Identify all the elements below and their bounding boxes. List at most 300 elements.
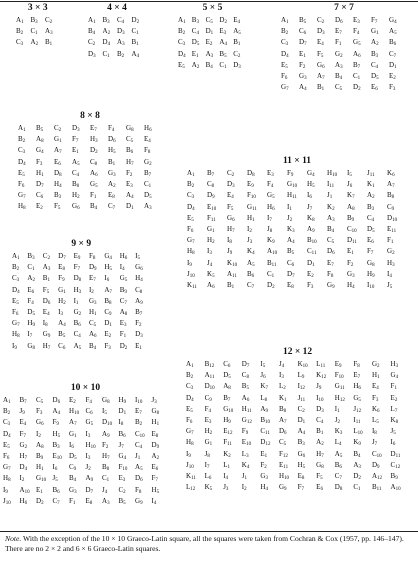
- square-cell: $D_5$: [367, 225, 375, 235]
- square-cell: $G_5$: [119, 274, 128, 284]
- square-cell: $B_5$: [287, 247, 295, 257]
- square-cell: $J_2$: [287, 213, 293, 223]
- square-cell: $E_2$: [69, 396, 76, 406]
- square-title: 11 × 11: [282, 156, 312, 166]
- square-cell: $B_2$: [12, 263, 20, 273]
- square-cell: $A_3$: [353, 460, 361, 470]
- square-row: [281, 15, 407, 26]
- square-cell: $F_9$: [58, 274, 65, 284]
- square-cell: $E_5$: [178, 60, 185, 70]
- square-row: [18, 201, 162, 212]
- square-cell: $B_8$: [72, 180, 80, 190]
- square-cell: $A_3$: [205, 49, 214, 59]
- square-cell: $D_2$: [119, 341, 128, 351]
- square-cell: $D_7$: [58, 252, 66, 262]
- square-cell: $H_1$: [36, 168, 44, 178]
- square-cell: $I_9$: [3, 485, 8, 495]
- square-cell: $E_{11}$: [387, 225, 397, 235]
- square-cell: $I_1$: [287, 202, 292, 212]
- square-cell: $J_4$: [102, 485, 108, 495]
- square-cell: $C_2$: [118, 485, 126, 495]
- square-cell: $C_3$: [16, 38, 24, 48]
- square-cell: $J_{12}$: [353, 404, 362, 414]
- square-cell: $C_7$: [119, 296, 127, 306]
- square-cell: $G_7$: [281, 83, 289, 93]
- square-cell: $D_3$: [227, 180, 235, 190]
- square-cell: $J_9$: [19, 407, 25, 417]
- square-cell: $L_7$: [390, 404, 398, 414]
- square-cell: $J_8$: [267, 225, 273, 235]
- square-cell: $H_{11}$: [241, 404, 252, 414]
- square-cell: $K_{11}$: [186, 471, 196, 481]
- square-cell: $B_5$: [299, 16, 307, 26]
- square-row: [186, 381, 409, 392]
- square-cell: $L_6$: [204, 471, 212, 481]
- square-cell: $C_7$: [334, 471, 342, 481]
- square-row: [187, 190, 407, 201]
- square-cell: $D_3$: [135, 330, 143, 340]
- square-cell: $H_3$: [390, 360, 399, 370]
- square-cell: $D_1$: [104, 319, 112, 329]
- table-note: [5, 534, 417, 554]
- square-grid: [12, 251, 151, 352]
- square-cell: $I_8$: [227, 236, 232, 246]
- square-cell: $C_8$: [207, 180, 215, 190]
- square-cell: $J_2$: [334, 416, 340, 426]
- square-cell: $B_{11}$: [371, 483, 382, 493]
- square-cell: $D_1$: [297, 416, 306, 426]
- square-cell: $C_8$: [135, 285, 143, 295]
- square-cell: $C_7$: [52, 496, 60, 506]
- square-cell: $C_2$: [297, 404, 305, 414]
- square-cell: $A_6$: [353, 49, 361, 59]
- square-cell: $B_3$: [102, 16, 110, 26]
- square-cell: $F_{10}$: [247, 191, 256, 201]
- square-cell: $G_1$: [371, 27, 379, 37]
- square-cell: $B_8$: [104, 296, 112, 306]
- square-cell: $B_3$: [30, 16, 38, 26]
- square-cell: $D_8$: [54, 168, 62, 178]
- square-cell: $E_5$: [281, 60, 288, 70]
- square-row: [186, 460, 409, 471]
- square-cell: $A_2$: [191, 60, 200, 70]
- square-cell: $A_1$: [18, 124, 26, 134]
- square-cell: $G_{10}$: [36, 474, 47, 484]
- square-cell: $B_9$: [390, 471, 398, 481]
- square-cell: $E_5$: [186, 404, 193, 414]
- square-cell: $H_{12}$: [334, 393, 345, 403]
- square-cell: $F_2$: [102, 440, 109, 450]
- square-cell: $A_2$: [371, 38, 379, 48]
- note-lead: Note.: [5, 534, 22, 543]
- square-cell: $G_1$: [204, 438, 213, 448]
- square-row: [187, 202, 407, 213]
- square-cell: $C_5$: [126, 135, 134, 145]
- square-row: [18, 179, 162, 190]
- square-row: [18, 123, 162, 134]
- square-cell: $B_{10}$: [307, 236, 317, 246]
- square-cell: $G_2$: [387, 247, 395, 257]
- square-cell: $B_2$: [187, 180, 195, 190]
- square-cell: $J_3$: [223, 483, 229, 493]
- square-cell: $L_4$: [334, 438, 342, 448]
- square-row: [178, 49, 247, 60]
- square-cell: $B_5$: [241, 382, 249, 392]
- square-cell: $I_9$: [186, 449, 191, 459]
- square-cell: $H_6$: [267, 202, 275, 212]
- square-cell: $A_5$: [72, 157, 80, 167]
- square-cell: $C_1$: [102, 49, 110, 59]
- square-cell: $G_7$: [18, 191, 26, 201]
- square-row: [16, 26, 60, 37]
- square-12x12: [186, 347, 409, 493]
- square-cell: $E_3$: [204, 416, 212, 426]
- square-cell: $D_1$: [118, 407, 127, 417]
- square-cell: $E_6$: [151, 463, 159, 473]
- square-row: [88, 26, 146, 37]
- square-cell: $C_5$: [36, 396, 44, 406]
- square-cell: $I_8$: [118, 418, 124, 428]
- square-cell: $J_4$: [278, 360, 285, 370]
- square-cell: $B_2$: [135, 418, 143, 428]
- square-cell: $I_5$: [135, 252, 140, 262]
- square-cell: $B_6$: [389, 38, 397, 48]
- square-cell: $C_1$: [219, 60, 227, 70]
- square-cell: $B_4$: [335, 72, 343, 82]
- square-cell: $A_4$: [297, 427, 306, 437]
- square-cell: $E_4$: [371, 382, 379, 392]
- square-cell: $D_1$: [389, 60, 397, 70]
- square-cell: $C_1$: [102, 474, 110, 484]
- square-cell: $B_3$: [367, 202, 375, 212]
- square-row: [186, 426, 409, 437]
- square-cell: $A_4$: [52, 407, 61, 417]
- square-cell: $F_3$: [307, 280, 314, 290]
- square-cell: $C_2$: [233, 49, 241, 59]
- square-cell: $G_4$: [36, 146, 44, 156]
- square-cell: $H_9$: [223, 416, 231, 426]
- square-cell: $E_4$: [42, 308, 50, 318]
- square-cell: $F_8$: [327, 269, 334, 279]
- square-cell: $H_4$: [260, 483, 268, 493]
- square-cell: $K_8$: [390, 416, 399, 426]
- square-cell: $G_6$: [227, 213, 235, 223]
- square-row: [187, 213, 407, 224]
- square-cell: $E_7$: [335, 27, 342, 37]
- square-cell: $H_5$: [104, 263, 112, 273]
- square-cell: $K_{11}$: [187, 280, 197, 290]
- square-cell: $D_1$: [205, 27, 214, 37]
- square-cell: $B_5$: [118, 496, 126, 506]
- square-row: [186, 437, 409, 448]
- square-cell: $B_1$: [45, 38, 53, 48]
- square-cell: $F_8$: [144, 146, 151, 156]
- square-cell: $G_6$: [135, 263, 143, 273]
- square-cell: $H_9$: [27, 319, 35, 329]
- square-cell: $K_8$: [307, 213, 315, 223]
- top-rule: [0, 1, 418, 2]
- square-cell: $G_3$: [108, 168, 116, 178]
- square-cell: $B_6$: [334, 460, 342, 470]
- square-cell: $B_7$: [207, 169, 215, 179]
- square-cell: $E_4$: [317, 38, 324, 48]
- square-cell: $C_1$: [131, 27, 139, 37]
- square-title: 4 × 4: [107, 3, 127, 13]
- square-cell: $D_7$: [299, 38, 307, 48]
- square-cell: $L_5$: [371, 416, 379, 426]
- square-cell: $F_5$: [317, 49, 324, 59]
- square-cell: $F_6$: [12, 308, 19, 318]
- square-cell: $E_1$: [260, 449, 268, 459]
- square-cell: $L_2$: [278, 382, 286, 392]
- square-cell: $B_5$: [36, 124, 44, 134]
- square-cell: $H_{10}$: [69, 407, 80, 417]
- square-cell: $H_7$: [227, 225, 235, 235]
- square-cell: $F_7$: [297, 483, 304, 493]
- square-cell: $B_8$: [278, 404, 287, 414]
- square-cell: $H_9$: [118, 396, 127, 406]
- square-cell: $C_6$: [287, 258, 295, 268]
- square-cell: $H_7$: [126, 157, 134, 167]
- square-cell: $H_2$: [204, 427, 213, 437]
- square-cell: $C_9$: [204, 393, 212, 403]
- square-cell: $I_3$: [85, 452, 91, 462]
- square-cell: $H_{10}$: [85, 440, 96, 450]
- square-cell: $D_8$: [334, 483, 343, 493]
- square-cell: $H_{10}$: [327, 169, 338, 179]
- square-cell: $C_1$: [27, 263, 35, 273]
- square-cell: $H_7$: [42, 341, 51, 351]
- square-cell: $H_1$: [36, 463, 44, 473]
- square-cell: $F_7$: [73, 263, 80, 273]
- square-cell: $D_9$: [371, 460, 380, 470]
- square-cell: $B_9$: [347, 213, 355, 223]
- square-row: [12, 273, 151, 284]
- square-cell: $I_7$: [267, 213, 272, 223]
- square-cell: $I_4$: [151, 496, 157, 506]
- square-cell: $B_7$: [144, 168, 152, 178]
- square-cell: $C_4$: [73, 330, 81, 340]
- square-cell: $F_2$: [260, 460, 267, 470]
- square-cell: $E_8$: [85, 496, 93, 506]
- square-cell: $I_9$: [187, 258, 192, 268]
- square-cell: $A_9$: [260, 404, 268, 414]
- square-cell: $F_2$: [347, 258, 354, 268]
- square-row: [18, 157, 162, 168]
- square-row: [186, 449, 409, 460]
- square-row: [18, 168, 162, 179]
- square-cell: $D_5$: [223, 371, 231, 381]
- square-row: [3, 496, 168, 507]
- square-cell: $F_{11}$: [223, 438, 232, 448]
- square-cell: $I_6$: [52, 463, 58, 473]
- square-cell: $H_2$: [207, 236, 215, 246]
- square-cell: $I_{11}$: [353, 416, 361, 426]
- square-cell: $F_1$: [69, 496, 76, 506]
- square-row: [3, 429, 168, 440]
- square-cell: $F_1$: [390, 382, 397, 392]
- bottom-rule: [0, 531, 418, 532]
- square-cell: $E_1$: [191, 49, 199, 59]
- square-cell: $I_4$: [387, 269, 392, 279]
- square-cell: $B_2$: [3, 407, 11, 417]
- square-cell: $I_2$: [241, 483, 247, 493]
- square-cell: $B_{12}$: [204, 360, 215, 370]
- square-cell: $B_2$: [186, 371, 194, 381]
- square-cell: $D_1$: [307, 258, 315, 268]
- square-cell: $G_8$: [316, 460, 324, 470]
- square-cell: $H_8$: [12, 330, 20, 340]
- square-cell: $E_6$: [316, 483, 323, 493]
- square-cell: $K_4$: [241, 460, 250, 470]
- square-cell: $F_5$: [42, 285, 50, 295]
- square-cell: $C_5$: [278, 438, 287, 448]
- square-cell: $G_6$: [72, 202, 80, 212]
- square-cell: $J_{11}$: [367, 169, 375, 179]
- square-cell: $A_6$: [88, 330, 97, 340]
- square-cell: $H_6$: [119, 252, 128, 262]
- square-cell: $A_{12}$: [371, 471, 382, 481]
- square-cell: $G_3$: [260, 471, 268, 481]
- square-cell: $B_5$: [219, 49, 227, 59]
- square-cell: $C_7$: [247, 280, 255, 290]
- square-cell: $E_8$: [108, 191, 115, 201]
- square-row: [88, 37, 146, 48]
- square-cell: $K_{10}$: [227, 258, 238, 268]
- square-cell: $A_7$: [54, 146, 62, 156]
- square-cell: $A_8$: [119, 308, 128, 318]
- square-3x3: [16, 3, 60, 49]
- square-11x11: [187, 156, 407, 291]
- square-cell: $D_3$: [233, 60, 241, 70]
- square-cell: $I_{11}$: [327, 180, 335, 190]
- square-cell: $J_{10}$: [187, 269, 195, 279]
- square-cell: $A_1$: [186, 360, 194, 370]
- square-cell: $J_5$: [52, 474, 58, 484]
- square-cell: $G_{12}$: [241, 416, 252, 426]
- square-cell: $B_{10}$: [260, 416, 271, 426]
- square-cell: $F_3$: [371, 393, 379, 403]
- square-cell: $B_2$: [178, 27, 186, 37]
- square-row: [3, 451, 168, 462]
- square-grid: [281, 15, 407, 93]
- square-cell: $G_3$: [88, 296, 97, 306]
- square-cell: $D_3$: [88, 49, 96, 59]
- square-cell: $D_4$: [19, 463, 28, 473]
- square-cell: $D_{10}$: [387, 213, 398, 223]
- square-cell: $G_1$: [69, 429, 77, 439]
- square-cell: $H_4$: [347, 280, 355, 290]
- square-cell: $E_9$: [334, 360, 342, 370]
- square-cell: $E_2$: [205, 38, 213, 48]
- square-cell: $K_2$: [327, 202, 335, 212]
- square-cell: $F_4$: [27, 296, 34, 306]
- square-cell: $I_2$: [247, 225, 252, 235]
- square-title: 7 × 7: [334, 3, 354, 13]
- square-row: [186, 359, 409, 370]
- square-grid: [186, 359, 409, 493]
- square-cell: $D_2$: [353, 83, 361, 93]
- square-cell: $K_1$: [278, 393, 287, 403]
- square-cell: $G_2$: [73, 308, 82, 318]
- square-cell: $L_{11}$: [316, 360, 326, 370]
- square-title: 12 × 12: [282, 347, 313, 357]
- square-cell: $D_4$: [186, 393, 194, 403]
- square-cell: $C_3$: [178, 38, 186, 48]
- square-cell: $J_6$: [347, 180, 353, 190]
- square-row: [88, 15, 146, 26]
- square-cell: $H_5$: [108, 146, 116, 156]
- square-row: [12, 251, 151, 262]
- square-cell: $C_4$: [367, 213, 375, 223]
- square-cell: $E_6$: [371, 83, 378, 93]
- square-cell: $A_{11}$: [227, 269, 237, 279]
- square-cell: $L_8$: [260, 393, 268, 403]
- square-cell: $D_{10}$: [204, 382, 215, 392]
- square-cell: $E_3$: [118, 474, 126, 484]
- square-cell: $B_1$: [316, 427, 324, 437]
- square-cell: $G_9$: [278, 483, 287, 493]
- square-cell: $H_2$: [58, 296, 66, 306]
- square-cell: $F_2$: [299, 60, 306, 70]
- square-cell: $A_2$: [316, 438, 324, 448]
- square-row: [12, 318, 151, 329]
- square-cell: $C_4$: [371, 60, 379, 70]
- square-cell: $E_8$: [297, 471, 305, 481]
- square-cell: $G_7$: [187, 236, 195, 246]
- square-cell: $E_4$: [233, 16, 240, 26]
- square-cell: $C_1$: [144, 180, 152, 190]
- square-cell: $D_{10}$: [102, 418, 113, 428]
- square-cell: $F_5$: [227, 202, 234, 212]
- square-cell: $B_1$: [131, 38, 139, 48]
- square-cell: $A_5$: [233, 27, 241, 37]
- square-cell: $B_6$: [73, 319, 81, 329]
- square-cell: $E_5$: [3, 440, 10, 450]
- square-cell: $H_8$: [186, 438, 194, 448]
- square-cell: $C_6$: [223, 360, 231, 370]
- square-cell: $J_7$: [118, 440, 124, 450]
- square-cell: $I_8$: [371, 427, 377, 437]
- square-cell: $J_{10}$: [186, 460, 194, 470]
- square-cell: $J_7$: [371, 438, 378, 448]
- square-cell: $D_3$: [72, 124, 80, 134]
- square-row: [3, 417, 168, 428]
- square-cell: $E_6$: [54, 157, 61, 167]
- square-cell: $D_2$: [219, 16, 227, 26]
- square-cell: $A_4$: [126, 191, 134, 201]
- square-cell: $K_6$: [371, 404, 380, 414]
- square-row: [186, 482, 409, 493]
- square-cell: $E_{11}$: [278, 460, 289, 470]
- square-cell: $A_1$: [16, 16, 24, 26]
- square-cell: $B_2$: [16, 27, 24, 37]
- square-row: [3, 462, 168, 473]
- square-cell: $B_9$: [36, 452, 44, 462]
- square-cell: $A_{11}$: [204, 371, 215, 381]
- square-grid: [3, 395, 168, 507]
- square-cell: $B_{11}$: [267, 258, 277, 268]
- square-cell: $I_1$: [73, 296, 79, 306]
- square-cell: $F_9$: [52, 418, 59, 428]
- square-grid: [178, 15, 247, 71]
- square-cell: $G_9$: [42, 330, 51, 340]
- square-cell: $C_4$: [191, 27, 199, 37]
- square-cell: $J_8$: [204, 449, 210, 459]
- square-row: [178, 60, 247, 71]
- square-cell: $F_3$: [36, 157, 43, 167]
- square-cell: $A_3$: [45, 27, 53, 37]
